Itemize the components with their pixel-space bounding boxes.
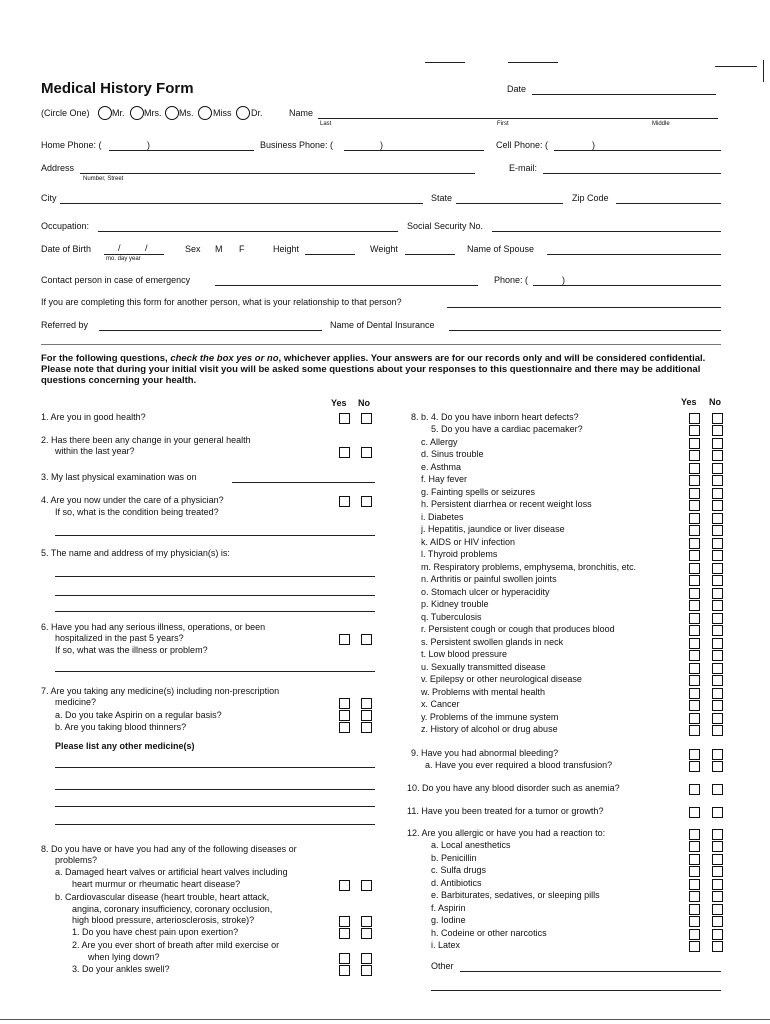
- no-checkbox[interactable]: [712, 829, 723, 840]
- no-checkbox[interactable]: [712, 525, 723, 536]
- yes-checkbox[interactable]: [689, 891, 700, 902]
- ssn-field[interactable]: [492, 231, 721, 232]
- allergy-item: f. Aspirin: [431, 903, 466, 913]
- other-field[interactable]: [431, 990, 721, 991]
- physician-field[interactable]: [55, 576, 375, 577]
- yes-checkbox[interactable]: [339, 916, 350, 927]
- question-8: 8. Do you have or have you had any of the following diseases or: [41, 844, 297, 854]
- salutation-circle[interactable]: [236, 106, 250, 120]
- state-label: State: [431, 193, 453, 203]
- yes-checkbox[interactable]: [689, 807, 700, 818]
- no-checkbox[interactable]: [361, 880, 372, 891]
- disease-item: c. Allergy: [421, 437, 458, 447]
- business-phone-label: Business Phone: (: [260, 140, 334, 150]
- weight-label: Weight: [370, 244, 398, 254]
- question-3: 3. My last physical examination was on: [41, 472, 197, 482]
- allergy-item: c. Sulfa drugs: [431, 865, 487, 875]
- no-checkbox[interactable]: [712, 784, 723, 795]
- yes-checkbox[interactable]: [339, 710, 350, 721]
- no-checkbox[interactable]: [361, 447, 372, 458]
- yes-checkbox[interactable]: [689, 488, 700, 499]
- no-header: No: [709, 397, 721, 407]
- no-checkbox[interactable]: [712, 904, 723, 915]
- sex-label: Sex: [185, 244, 201, 254]
- disease-item: v. Epilepsy or other neurological disease: [421, 674, 582, 684]
- salutation-ms: Ms.: [179, 108, 194, 118]
- other-field[interactable]: [460, 971, 721, 972]
- question-12: 12. Are you allergic or have you had a reaction to:: [407, 828, 606, 838]
- referred-field[interactable]: [99, 330, 322, 331]
- disease-item: z. History of alcohol or drug abuse: [421, 724, 558, 734]
- question-7-cont: medicine?: [55, 697, 97, 707]
- no-checkbox[interactable]: [712, 488, 723, 499]
- weight-field[interactable]: [405, 254, 455, 255]
- yes-checkbox[interactable]: [689, 613, 700, 624]
- yes-checkbox[interactable]: [689, 438, 700, 449]
- name-middle-caption: Middle: [652, 121, 670, 127]
- no-checkbox[interactable]: [712, 761, 723, 772]
- no-checkbox[interactable]: [712, 625, 723, 636]
- disease-item: q. Tuberculosis: [421, 612, 482, 622]
- allergy-item: g. Iodine: [431, 915, 466, 925]
- sex-m-option[interactable]: M: [215, 244, 223, 254]
- emergency-field[interactable]: [215, 285, 478, 286]
- referred-label: Referred by: [41, 320, 89, 330]
- question-8b3: 3. Do your ankles swell?: [72, 964, 170, 974]
- no-checkbox[interactable]: [712, 663, 723, 674]
- salutation-circle[interactable]: [130, 106, 144, 120]
- yes-checkbox[interactable]: [689, 866, 700, 877]
- no-checkbox[interactable]: [712, 916, 723, 927]
- medicines-heading: Please list any other medicine(s): [55, 741, 195, 751]
- allergy-item: h. Codeine or other narcotics: [431, 928, 547, 938]
- medicine-field[interactable]: [55, 806, 375, 807]
- address-caption: Number, Street: [83, 176, 124, 182]
- paren: ): [380, 140, 383, 150]
- no-checkbox[interactable]: [361, 710, 372, 721]
- disease-item: r. Persistent cough or cough that produces blood: [421, 624, 615, 634]
- spouse-label: Name of Spouse: [467, 244, 535, 254]
- yes-checkbox[interactable]: [689, 563, 700, 574]
- yes-checkbox[interactable]: [689, 638, 700, 649]
- question-7a: a. Do you take Aspirin on a regular basis?: [55, 710, 222, 720]
- address-field[interactable]: [80, 173, 475, 174]
- disease-item: d. Sinus trouble: [421, 449, 484, 459]
- disease-item: h. Persistent diarrhea or recent weight loss: [421, 499, 592, 509]
- no-checkbox[interactable]: [361, 928, 372, 939]
- question-8b4: 8. b. 4. Do you have inborn heart defects?: [411, 412, 579, 422]
- paren: ): [147, 140, 150, 150]
- disease-item: n. Arthritis or painful swollen joints: [421, 574, 557, 584]
- paren: ): [592, 140, 595, 150]
- no-checkbox[interactable]: [361, 953, 372, 964]
- question-6: 6. Have you had any serious illness, operations, or been: [41, 622, 266, 632]
- condition-field[interactable]: [55, 535, 375, 536]
- emergency-label: Contact person in case of emergency: [41, 275, 191, 285]
- question-1: 1. Are you in good health?: [41, 412, 146, 422]
- yes-checkbox[interactable]: [689, 600, 700, 611]
- sex-f-option[interactable]: F: [239, 244, 245, 254]
- insurance-field[interactable]: [449, 330, 721, 331]
- yes-checkbox[interactable]: [689, 463, 700, 474]
- yes-checkbox[interactable]: [339, 496, 350, 507]
- question-6-cont: hospitalized in the past 5 years?: [55, 633, 184, 643]
- question-7b: b. Are you taking blood thinners?: [55, 722, 187, 732]
- dob-field[interactable]: [104, 254, 164, 255]
- disease-item: u. Sexually transmitted disease: [421, 662, 546, 672]
- salutation-dr: Dr.: [251, 108, 263, 118]
- no-checkbox[interactable]: [712, 588, 723, 599]
- question-8b-cont: high blood pressure, arteriosclerosis, stroke)?: [72, 915, 255, 925]
- question-8a: a. Damaged heart valves or artificial heart valves including: [55, 867, 288, 877]
- no-checkbox[interactable]: [712, 575, 723, 586]
- disease-item: p. Kidney trouble: [421, 599, 489, 609]
- yes-checkbox[interactable]: [689, 425, 700, 436]
- no-checkbox[interactable]: [712, 438, 723, 449]
- no-checkbox[interactable]: [712, 613, 723, 624]
- no-checkbox[interactable]: [712, 638, 723, 649]
- yes-checkbox[interactable]: [689, 784, 700, 795]
- no-checkbox[interactable]: [712, 929, 723, 940]
- yes-checkbox[interactable]: [689, 841, 700, 852]
- question-8b2: 2. Are you ever short of breath after mild exercise or: [72, 940, 280, 950]
- medicine-field[interactable]: [55, 789, 375, 790]
- disease-item: g. Fainting spells or seizures: [421, 487, 536, 497]
- yes-header: Yes: [331, 398, 347, 408]
- question-11: 11. Have you been treated for a tumor or growth?: [407, 806, 604, 816]
- salutation-circle[interactable]: [198, 106, 212, 120]
- no-checkbox[interactable]: [712, 749, 723, 760]
- dob-slash: /: [145, 243, 148, 253]
- scan-mark: [508, 62, 558, 63]
- no-checkbox[interactable]: [712, 688, 723, 699]
- business-phone-field[interactable]: [344, 150, 484, 151]
- yes-checkbox[interactable]: [689, 588, 700, 599]
- disease-item: y. Problems of the immune system: [421, 712, 559, 722]
- no-checkbox[interactable]: [712, 841, 723, 852]
- yes-checkbox[interactable]: [689, 929, 700, 940]
- no-checkbox[interactable]: [712, 550, 723, 561]
- no-checkbox[interactable]: [712, 854, 723, 865]
- no-checkbox[interactable]: [712, 413, 723, 424]
- no-checkbox[interactable]: [712, 513, 723, 524]
- scan-mark: [715, 66, 757, 67]
- other-label: Other: [431, 961, 454, 971]
- question-8b: b. Cardiovascular disease (heart trouble, heart attack,: [55, 892, 270, 902]
- name-last-caption: Last: [320, 121, 332, 127]
- relationship-label: If you are completing this form for another person, what is your relationship to that person?: [41, 297, 402, 307]
- no-checkbox[interactable]: [712, 807, 723, 818]
- no-checkbox[interactable]: [712, 600, 723, 611]
- no-checkbox[interactable]: [712, 450, 723, 461]
- no-checkbox[interactable]: [712, 675, 723, 686]
- yes-checkbox[interactable]: [689, 688, 700, 699]
- yes-checkbox[interactable]: [689, 879, 700, 890]
- allergy-item: b. Penicillin: [431, 853, 477, 863]
- section-divider: [41, 344, 721, 345]
- disease-item: j. Hepatitis, jaundice or liver disease: [421, 524, 565, 534]
- disease-item: m. Respiratory problems, emphysema, bronchitis, etc.: [421, 562, 637, 572]
- home-phone-label: Home Phone: (: [41, 140, 102, 150]
- cell-phone-field[interactable]: [554, 150, 721, 151]
- no-checkbox[interactable]: [712, 713, 723, 724]
- no-checkbox[interactable]: [361, 965, 372, 976]
- no-checkbox[interactable]: [712, 891, 723, 902]
- yes-checkbox[interactable]: [689, 829, 700, 840]
- no-checkbox[interactable]: [712, 463, 723, 474]
- yes-checkbox[interactable]: [339, 965, 350, 976]
- salutation-mr: Mr.: [112, 108, 125, 118]
- yes-checkbox[interactable]: [689, 725, 700, 736]
- disease-item: o. Stomach ulcer or hyperacidity: [421, 587, 550, 597]
- no-checkbox[interactable]: [361, 698, 372, 709]
- question-8-cont: problems?: [55, 855, 98, 865]
- yes-checkbox[interactable]: [689, 538, 700, 549]
- height-label: Height: [273, 244, 300, 254]
- yes-checkbox[interactable]: [689, 749, 700, 760]
- salutation-mrs: Mrs.: [144, 108, 162, 118]
- yes-checkbox[interactable]: [339, 953, 350, 964]
- paren: ): [562, 275, 565, 285]
- yes-checkbox[interactable]: [689, 854, 700, 865]
- physician-field[interactable]: [55, 595, 375, 596]
- state-field[interactable]: [456, 203, 563, 204]
- email-label: E-mail:: [509, 163, 538, 173]
- question-8a-cont: heart murmur or rheumatic heart disease?: [72, 879, 241, 889]
- city-field[interactable]: [60, 203, 423, 204]
- yes-checkbox[interactable]: [339, 413, 350, 424]
- yes-checkbox[interactable]: [339, 880, 350, 891]
- medicine-field[interactable]: [55, 767, 375, 768]
- question-4-cont: If so, what is the condition being treated?: [55, 507, 219, 517]
- disease-item: x. Cancer: [421, 699, 460, 709]
- yes-checkbox[interactable]: [689, 761, 700, 772]
- dob-slash: /: [118, 243, 121, 253]
- height-field[interactable]: [305, 254, 355, 255]
- occupation-label: Occupation:: [41, 221, 90, 231]
- yes-checkbox[interactable]: [689, 916, 700, 927]
- physician-field[interactable]: [55, 611, 375, 612]
- question-10: 10. Do you have any blood disorder such as anemia?: [407, 783, 620, 793]
- page-bottom-rule: [0, 1019, 770, 1020]
- question-2: 2. Has there been any change in your general health: [41, 435, 251, 445]
- question-8b2-cont: when lying down?: [88, 952, 160, 962]
- yes-checkbox[interactable]: [689, 550, 700, 561]
- exam-date-field[interactable]: [232, 482, 375, 483]
- question-8b-cont: angina, coronary insufficiency, coronary occlusion,: [72, 904, 273, 914]
- no-header: No: [358, 398, 370, 408]
- form-title: Medical History Form: [41, 80, 194, 97]
- disease-item: l. Thyroid problems: [421, 549, 498, 559]
- yes-checkbox[interactable]: [689, 675, 700, 686]
- instructions-paragraph: [41, 353, 721, 386]
- no-checkbox[interactable]: [712, 563, 723, 574]
- no-checkbox[interactable]: [712, 425, 723, 436]
- insurance-label: Name of Dental Insurance: [330, 320, 435, 330]
- yes-checkbox[interactable]: [689, 513, 700, 524]
- question-8b1: 1. Do you have chest pain upon exertion?: [72, 927, 239, 937]
- no-checkbox[interactable]: [712, 866, 723, 877]
- no-checkbox[interactable]: [361, 722, 372, 733]
- yes-checkbox[interactable]: [689, 625, 700, 636]
- no-checkbox[interactable]: [712, 475, 723, 486]
- no-checkbox[interactable]: [361, 634, 372, 645]
- no-checkbox[interactable]: [361, 413, 372, 424]
- no-checkbox[interactable]: [712, 700, 723, 711]
- zip-label: Zip Code: [572, 193, 609, 203]
- yes-checkbox[interactable]: [339, 447, 350, 458]
- question-7: 7. Are you taking any medicine(s) including non-prescription: [41, 686, 280, 696]
- ssn-label: Social Security No.: [407, 221, 484, 231]
- yes-checkbox[interactable]: [689, 525, 700, 536]
- question-9: 9. Have you had abnormal bleeding?: [411, 748, 559, 758]
- home-phone-field[interactable]: [109, 150, 254, 151]
- yes-checkbox[interactable]: [339, 928, 350, 939]
- dob-label: Date of Birth: [41, 244, 92, 254]
- yes-checkbox[interactable]: [689, 663, 700, 674]
- spouse-field[interactable]: [547, 254, 721, 255]
- yes-checkbox[interactable]: [689, 413, 700, 424]
- yes-checkbox[interactable]: [339, 698, 350, 709]
- yes-checkbox[interactable]: [689, 650, 700, 661]
- yes-checkbox[interactable]: [689, 575, 700, 586]
- date-label: Date: [507, 84, 527, 94]
- instructions-text: , whichever applies. Your answers are for our records only and will be considered confidential. Please note that during your initial visit you will be asked some questions about your responses to this questionnaire and there may be additional questions concerning your health.: [41, 353, 706, 386]
- scan-edge: [763, 60, 764, 82]
- disease-item: i. Diabetes: [421, 512, 464, 522]
- question-8b5: 5. Do you have a cardiac pacemaker?: [431, 424, 583, 434]
- allergy-item: a. Local anesthetics: [431, 840, 511, 850]
- yes-header: Yes: [681, 397, 697, 407]
- illness-field[interactable]: [55, 671, 375, 672]
- emergency-phone-field[interactable]: [533, 285, 721, 286]
- disease-item: k. AIDS or HIV infection: [421, 537, 516, 547]
- yes-checkbox[interactable]: [339, 722, 350, 733]
- question-5: 5. The name and address of my physician(s) is:: [41, 548, 230, 558]
- name-label: Name: [289, 108, 314, 118]
- cell-phone-label: Cell Phone: (: [496, 140, 549, 150]
- instructions-emphasis: check the box yes or no: [170, 353, 279, 364]
- zip-field[interactable]: [616, 203, 721, 204]
- salutation-circle[interactable]: [98, 106, 112, 120]
- salutation-miss: Miss: [213, 108, 232, 118]
- no-checkbox[interactable]: [361, 496, 372, 507]
- name-first-caption: First: [497, 121, 509, 127]
- question-6-cont: If so, what was the illness or problem?: [55, 645, 208, 655]
- yes-checkbox[interactable]: [689, 904, 700, 915]
- yes-checkbox[interactable]: [689, 700, 700, 711]
- disease-item: e. Asthma: [421, 462, 462, 472]
- yes-checkbox[interactable]: [689, 713, 700, 724]
- email-field[interactable]: [543, 173, 721, 174]
- no-checkbox[interactable]: [712, 941, 723, 952]
- no-checkbox[interactable]: [712, 725, 723, 736]
- city-label: City: [41, 193, 57, 203]
- yes-checkbox[interactable]: [689, 941, 700, 952]
- name-field[interactable]: [318, 118, 718, 119]
- disease-item: f. Hay fever: [421, 474, 468, 484]
- disease-item: s. Persistent swollen glands in neck: [421, 637, 564, 647]
- occupation-field[interactable]: [98, 231, 398, 232]
- salutation-circle[interactable]: [165, 106, 179, 120]
- question-9a: a. Have you ever required a blood transfusion?: [425, 760, 613, 770]
- disease-item: t. Low blood pressure: [421, 649, 508, 659]
- allergy-item: d. Antibiotics: [431, 878, 482, 888]
- address-label: Address: [41, 163, 75, 173]
- question-2-cont: within the last year?: [55, 446, 135, 456]
- allergy-item: e. Barbiturates, sedatives, or sleeping pills: [431, 890, 600, 900]
- no-checkbox[interactable]: [712, 879, 723, 890]
- yes-checkbox[interactable]: [689, 500, 700, 511]
- question-4: 4. Are you now under the care of a physician?: [41, 495, 224, 505]
- no-checkbox[interactable]: [712, 650, 723, 661]
- yes-checkbox[interactable]: [689, 450, 700, 461]
- relationship-field[interactable]: [447, 307, 721, 308]
- date-field[interactable]: [532, 94, 716, 95]
- yes-checkbox[interactable]: [689, 475, 700, 486]
- medicine-field[interactable]: [55, 824, 375, 825]
- no-checkbox[interactable]: [361, 916, 372, 927]
- circle-one-label: (Circle One): [41, 108, 90, 118]
- instructions-text: For the following questions,: [41, 353, 171, 364]
- emergency-phone-label: Phone: (: [494, 275, 529, 285]
- dob-caption: mo. day year: [106, 256, 141, 262]
- no-checkbox[interactable]: [712, 538, 723, 549]
- disease-item: w. Problems with mental health: [421, 687, 546, 697]
- yes-checkbox[interactable]: [339, 634, 350, 645]
- scan-mark: [425, 62, 465, 63]
- no-checkbox[interactable]: [712, 500, 723, 511]
- allergy-item: i. Latex: [431, 940, 461, 950]
